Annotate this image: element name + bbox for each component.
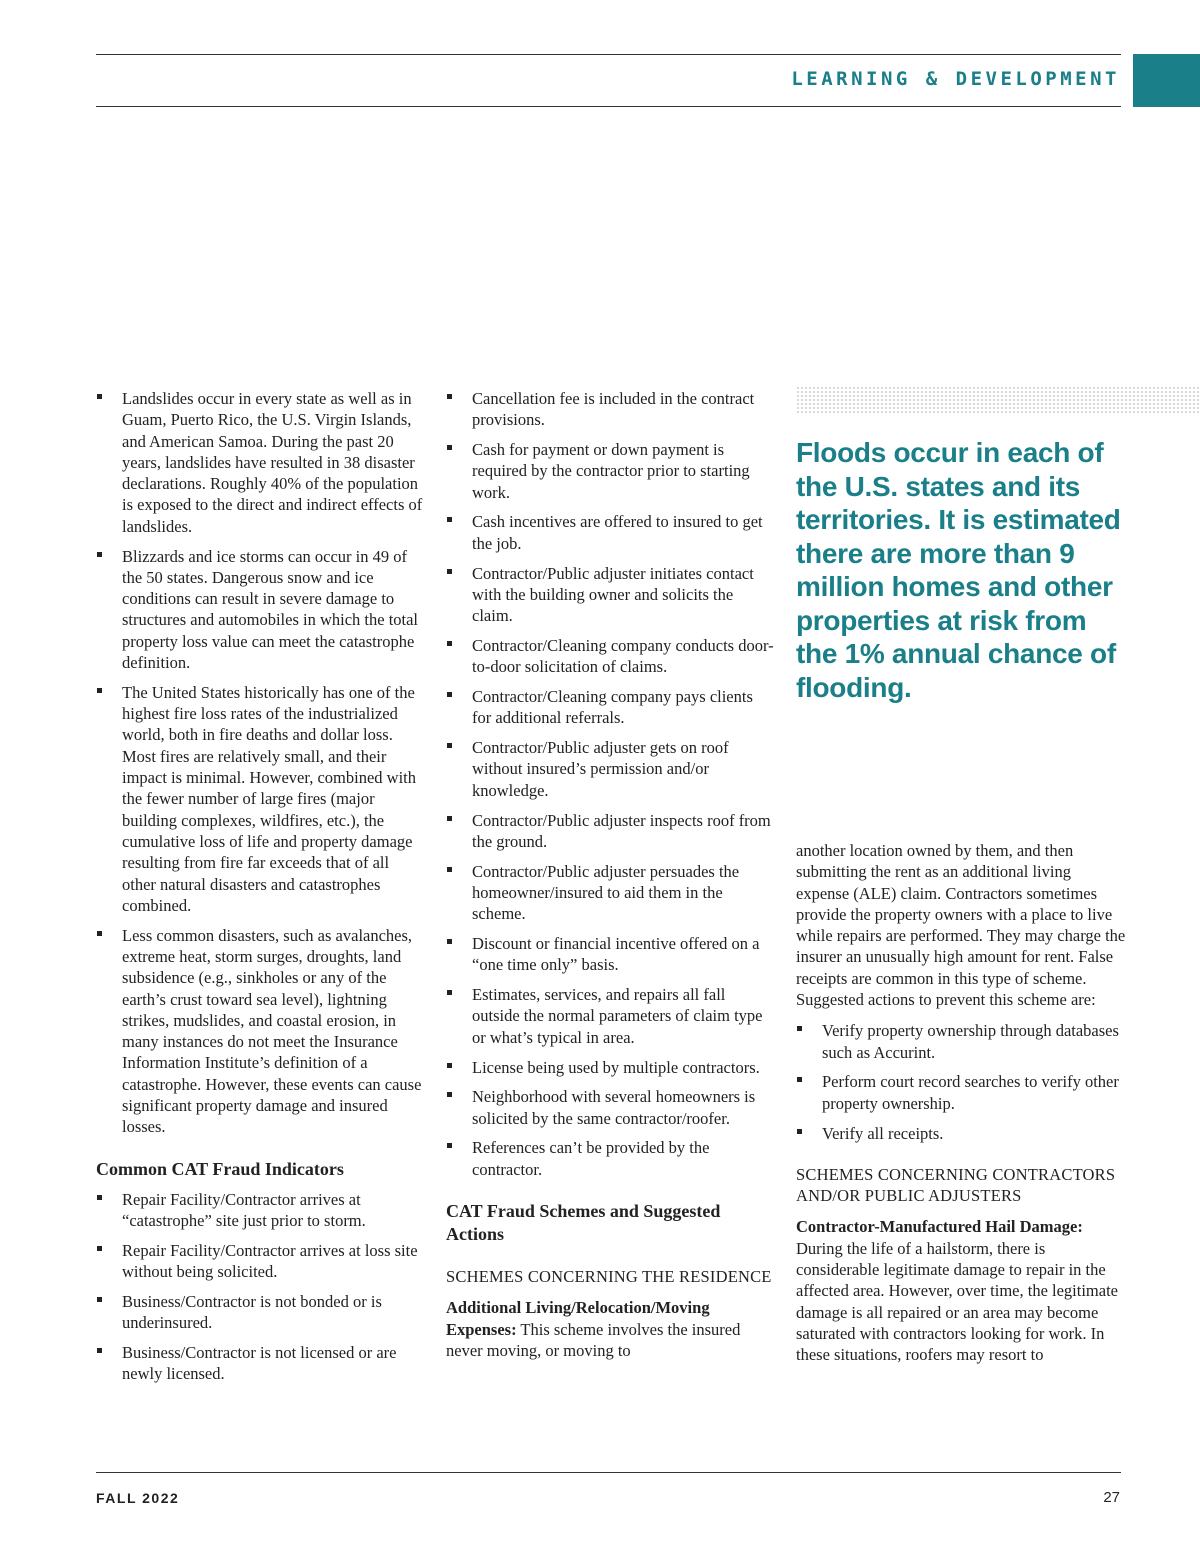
list-item: Repair Facility/Contractor arrives at “catastrophe” site just prior to storm. — [96, 1189, 426, 1232]
header-rule-bottom — [96, 106, 1121, 107]
section-label: LEARNING & DEVELOPMENT — [791, 68, 1120, 90]
residence-schemes-heading: SCHEMES CONCERNING THE RESIDENCE — [446, 1267, 772, 1286]
list-item: Contractor/Public adjuster gets on roof without insured’s permission and/or knowledge. — [446, 737, 776, 801]
indicators-list — [96, 1189, 426, 1385]
schemes-heading: CAT Fraud Schemes and Suggested Actions — [446, 1201, 721, 1244]
indicators-heading: Common CAT Fraud Indicators — [96, 1158, 344, 1179]
list-item: Perform court record searches to verify other property ownership. — [796, 1071, 1126, 1114]
list-item: Business/Contractor is not licensed or are newly licensed. — [96, 1342, 426, 1385]
list-item: Business/Contractor is not bonded or is underinsured. — [96, 1291, 426, 1334]
ale-continuation: another location owned by them, and then submitting the rent as an additional living expense (ALE) claim. Contractors sometimes provide the property owners with a place to live while repairs are performed. They may charge the insurer an unusually high amount for rent. False receipts are common in this type of scheme. Suggested actions to prevent this scheme are: — [796, 841, 1126, 1010]
list-item: License being used by multiple contractors. — [446, 1057, 776, 1078]
list-item: Verify property ownership through databases such as Accurint. — [796, 1020, 1126, 1063]
dotted-divider — [796, 386, 1200, 414]
footer-rule — [96, 1472, 1121, 1473]
list-item: The United States historically has one of the highest fire loss rates of the industrialized world, both in fire deaths and dollar loss. Most fires are relatively small, and their impact is minimal. However, combined with the fewer number of large fires (major building complexes, wildfires, etc.), the cumulative loss of life and property damage resulting from fire far exceeds that of all other natural disasters and catastrophes combined. — [96, 682, 426, 916]
disaster-list — [96, 388, 426, 1138]
ale-text: This scheme involves the insured never moving, or moving to — [446, 1319, 741, 1360]
list-item: Discount or financial incentive offered on a “one time only” basis. — [446, 933, 776, 976]
list-item: Contractor/Public adjuster inspects roof from the ground. — [446, 810, 776, 853]
column-left — [96, 388, 426, 1393]
issue-label: FALL 2022 — [96, 1490, 180, 1506]
column-middle — [446, 388, 776, 1371]
section-color-tab — [1133, 54, 1200, 107]
hail-paragraph — [796, 1216, 1126, 1365]
list-item: Neighborhood with several homeowners is solicited by the same contractor/roofer. — [446, 1086, 776, 1129]
header-rule-top — [96, 54, 1121, 55]
list-item: Repair Facility/Contractor arrives at loss site without being solicited. — [96, 1240, 426, 1283]
list-item: Blizzards and ice storms can occur in 49 of the 50 states. Dangerous snow and ice conditions can result in severe damage to structures and automobiles in which the total property loss value can meet the catastrophe definition. — [96, 546, 426, 674]
list-item: Contractor/Public adjuster persuades the homeowner/insured to aid them in the scheme. — [446, 861, 776, 925]
list-item: Verify all receipts. — [796, 1123, 1126, 1144]
hail-text: During the life of a hailstorm, there is considerable legitimate damage to repair in the affected area. However, over time, the legitimate damage is all repaired or an area may become saturated with contractors looking for work. In these situations, roofers may resort to — [796, 1238, 1118, 1365]
list-item: Contractor/Cleaning company pays clients for additional referrals. — [446, 686, 776, 729]
list-item: References can’t be provided by the contractor. — [446, 1137, 776, 1180]
pull-quote: Floods occur in each of the U.S. states and its territories. It is estimated there are more than 9 million homes and other properties at risk from the 1% annual chance of flooding. — [796, 437, 1121, 703]
page-number: 27 — [1103, 1489, 1120, 1506]
indicators-list-continued — [446, 388, 776, 1180]
list-item: Contractor/Public adjuster initiates contact with the building owner and solicits the claim. — [446, 563, 776, 627]
ale-title: Additional Living/Relocation/Moving Expenses: — [446, 1298, 710, 1339]
list-item: Cash for payment or down payment is required by the contractor prior to starting work. — [446, 439, 776, 503]
list-item: Cancellation fee is included in the contract provisions. — [446, 388, 776, 431]
column-right — [796, 840, 1126, 1376]
hail-title: Contractor-Manufactured Hail Damage: — [796, 1217, 1083, 1237]
list-item: Less common disasters, such as avalanches, extreme heat, storm surges, droughts, land subsidence (e.g., sinkholes or any of the earth’s crust toward sea level), lightning strikes, mudslides, and coastal erosion, in many instances do not meet the Insurance Information Institute’s definition of a catastrophe. However, these events can cause significant property damage and insured losses. — [96, 925, 426, 1138]
list-item: Contractor/Cleaning company conducts door-to-door solicitation of claims. — [446, 635, 776, 678]
list-item: Landslides occur in every state as well as in Guam, Puerto Rico, the U.S. Virgin Islands, and American Samoa. During the past 20 years, landslides have resulted in 38 disaster declarations. Roughly 40% of the population is exposed to the direct and indirect effects of landslides. — [96, 388, 426, 537]
contractor-schemes-heading: SCHEMES CONCERNING CONTRACTORS AND/OR PUBLIC ADJUSTERS — [796, 1164, 1116, 1206]
list-item: Cash incentives are offered to insured to get the job. — [446, 511, 776, 554]
suggested-actions-list — [796, 1020, 1126, 1143]
list-item: Estimates, services, and repairs all fall outside the normal parameters of claim type or what’s typical in area. — [446, 984, 776, 1048]
ale-paragraph — [446, 1297, 776, 1361]
